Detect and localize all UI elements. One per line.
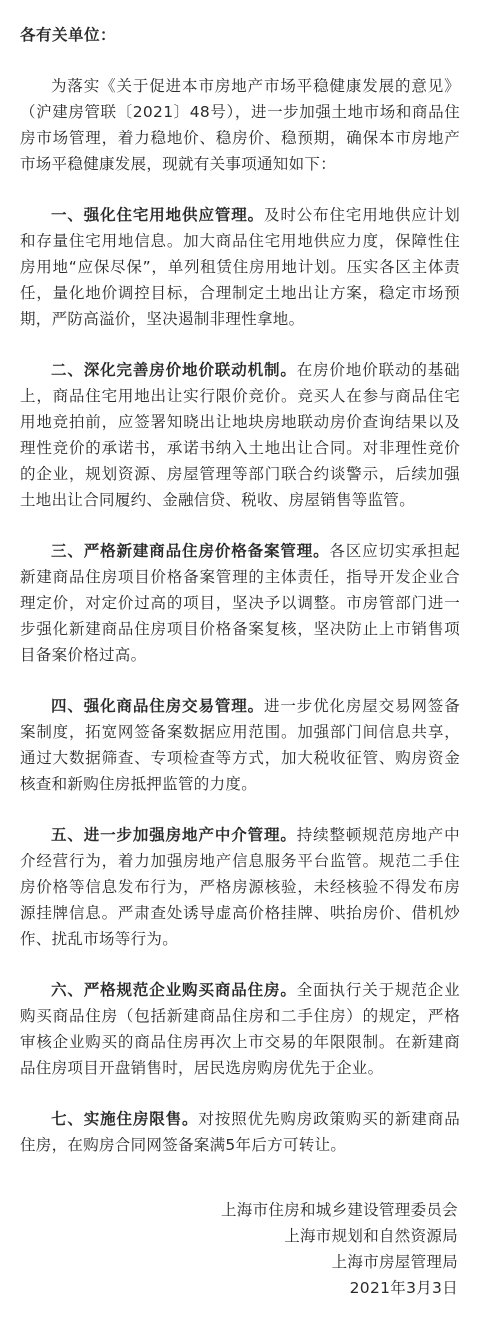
- section-heading: 六、严格规范企业购买商品住房。: [51, 981, 297, 999]
- section-heading: 一、强化住宅用地供应管理。: [51, 206, 264, 224]
- section-heading: 七、实施住房限售。: [51, 1110, 199, 1128]
- section-heading: 五、进一步加强房地产中介管理。: [51, 826, 297, 844]
- section-heading: 四、强化商品住房交易管理。: [51, 697, 264, 715]
- section-body: 及时公布住宅用地供应计划和存量住宅用地信息。加大商品住宅用地供应力度，保障性住房用地“应保尽保”，单列租赁住房用地计划。压实各区主体责任，量化地价调控目标，合理制定土地出让方案，稳定市场预期，严防高溢价，坚决遏制非理性拿地。: [20, 206, 460, 328]
- section-2: [20, 357, 460, 513]
- section-body: 各区应切实承担起新建商品住房项目价格备案管理的主体责任，指导开发企业合理定价，对定价过高的项目，坚决予以调整。市房管部门进一步强化新建商品住房项目价格备案复核，坚决防止上市销售项目备案价格过高。: [20, 542, 460, 664]
- signature-block: [221, 1197, 458, 1301]
- section-3: [20, 538, 460, 668]
- section-heading: 三、严格新建商品住房价格备案管理。: [51, 542, 330, 560]
- section-body: 进一步优化房屋交易网签备案制度，拓宽网签备案数据应用范围。加强部门间信息共享，通过大数据筛查、专项检查等方式，加大税收征管、购房资金核查和新购住房抵押监管的力度。: [20, 697, 460, 793]
- section-4: [20, 693, 460, 797]
- issuing-org-planning-bureau: 上海市规划和自然资源局: [284, 1227, 458, 1245]
- section-1: [20, 202, 460, 332]
- section-body: 对按照优先购房政策购买的新建商品住房，在购房合同网签备案满5年后方可转让。: [20, 1110, 460, 1154]
- section-5: [20, 822, 460, 952]
- intro-paragraph: 为落实《关于促进本市房地产市场平稳健康发展的意见》（沪建房管联〔2021〕48号），进一步加强土地市场和商品住房市场管理，着力稳地价、稳房价、稳预期，确保本市房地产市场平稳健康发展，现就有关事项通知如下：: [20, 77, 460, 173]
- section-body: 在房价地价联动的基础上，商品住宅用地出让实行限价竞价。竞买人在参与商品住宅用地竞拍前，应签署知晓出让地块房地联动房价查询结果以及理性竞价的承诺书，承诺书纳入土地出让合同。对非理性竞价的企业，规划资源、房屋管理等部门联合约谈警示，后续加强土地出让合同履约、金融信贷、税收、房屋销售等监管。: [20, 361, 460, 509]
- salutation: 各有关单位：: [20, 26, 117, 44]
- issuing-org-housing-bureau: 上海市房屋管理局: [331, 1253, 458, 1271]
- section-heading: 二、深化完善房价地价联动机制。: [51, 361, 297, 379]
- section-6: [20, 977, 460, 1081]
- section-7: [20, 1106, 460, 1158]
- section-body: 持续整顿规范房地产中介经营行为，着力加强房地产信息服务平台监管。规范二手住房价格等信息发布行为，严格房源核验，未经核验不得发布房源挂牌信息。严肃查处诱导虚高价格挂牌、哄抬房价、借机炒作、扰乱市场等行为。: [20, 826, 460, 948]
- section-body: 全面执行关于规范企业购买商品住房（包括新建商品住房和二手住房）的规定，严格审核企业购买的商品住房再次上市交易的年限限制。在新建商品住房项目开盘销售时，居民选房购房优先于企业。: [20, 981, 460, 1077]
- issue-date: 2021年3月3日: [349, 1279, 458, 1297]
- issuing-org-housing-commission: 上海市住房和城乡建设管理委员会: [220, 1201, 458, 1219]
